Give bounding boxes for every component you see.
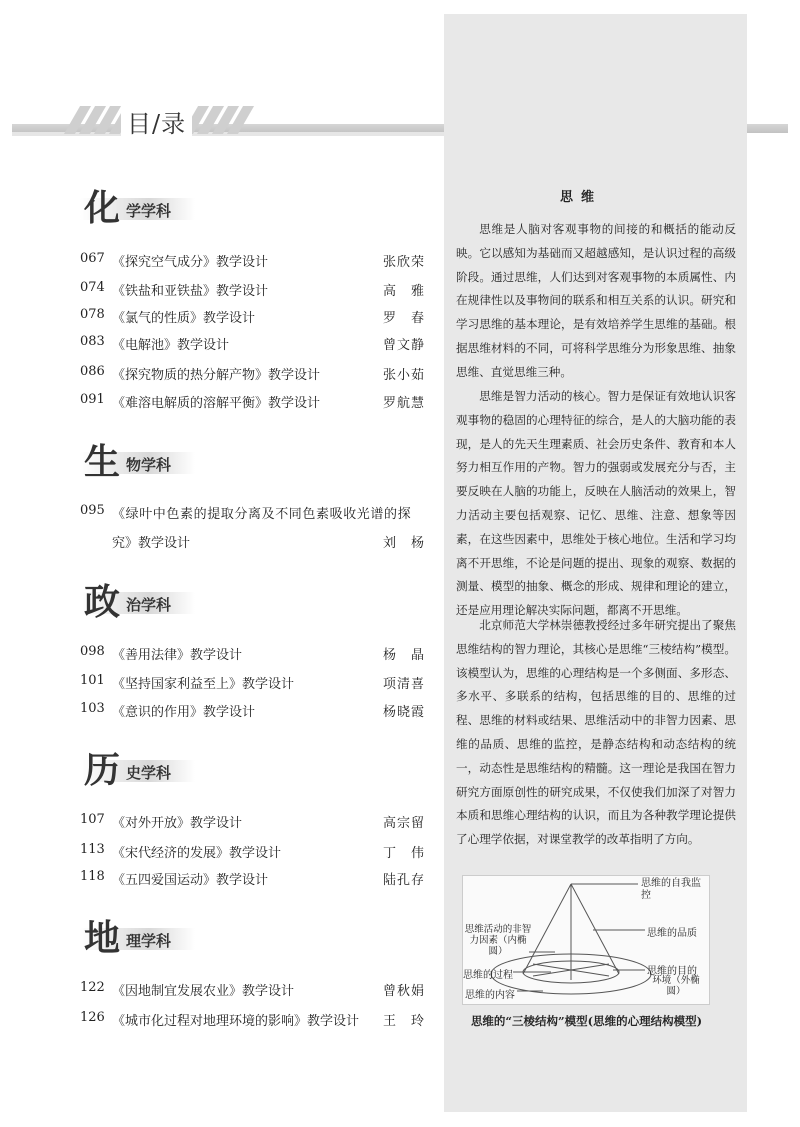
subject-heading-history <box>80 746 195 791</box>
subject-heading-biology <box>80 438 195 483</box>
toc-entry[interactable] <box>80 1010 425 1030</box>
toc-entry[interactable] <box>80 251 425 271</box>
entry-title: 《难溶电解质的溶解平衡》教学设计 <box>112 396 321 411</box>
page-number: 086 <box>80 364 105 379</box>
toc-entry[interactable] <box>80 842 425 862</box>
page-number: 078 <box>80 307 105 322</box>
toc-entry[interactable] <box>80 701 425 721</box>
entry-title: 《坚持国家利益至上》教学设计 <box>112 677 295 692</box>
label-environment: 环境（外椭圆） <box>652 975 700 997</box>
panel-paragraph-1: 思维是人脑对客观事物的间接的和概括的能动反映。它以感知为基础而又超越感知，是认识过程的高级阶段。通过思维，人们达到对客观事物的本质属性、内在规律性以及事物间的联系和相互关系的认识。研究和学习思维的基本理论，是有效培养学生思维的基础。根据思维材料的不同，可将科学思维分为形象思维、抽象思维、直觉思维三种。 <box>456 222 736 379</box>
entry-author: 杨晓霞 <box>382 705 425 720</box>
page-number: 118 <box>80 869 105 884</box>
page-number: 091 <box>80 392 105 407</box>
subject-initial: 历 <box>84 749 121 791</box>
entry-author: 罗 春 <box>382 311 425 326</box>
toc-entry[interactable] <box>80 280 425 300</box>
toc-entry[interactable] <box>80 364 425 384</box>
page-number: 113 <box>80 842 105 857</box>
entry-author: 高 雅 <box>382 284 425 299</box>
toc-entry[interactable] <box>80 673 425 693</box>
label-content: 思维的内容 <box>465 990 515 1001</box>
entry-title: 《宋代经济的发展》教学设计 <box>112 846 282 861</box>
entry-title: 《探究物质的热分解产物》教学设计 <box>112 368 321 383</box>
header-stripes-left <box>72 106 128 134</box>
toc-entry-continued[interactable] <box>80 532 425 552</box>
subject-rest: 治学科 <box>126 596 172 614</box>
entry-title: 《电解池》教学设计 <box>112 338 230 353</box>
thinking-structure-figure <box>462 875 710 1005</box>
subject-initial: 化 <box>84 187 121 229</box>
subject-rest: 物学科 <box>126 456 172 474</box>
entry-author: 陆孔存 <box>382 873 425 888</box>
page-number: 103 <box>80 701 105 716</box>
subject-heading-politics <box>80 578 195 623</box>
label-non-intellectual: 思维活动的非智力因素（内椭圆） <box>464 924 532 957</box>
toc-entry[interactable] <box>80 812 425 832</box>
entry-title: 《意识的作用》教学设计 <box>112 705 256 720</box>
page-number: 126 <box>80 1010 105 1025</box>
toc-entry[interactable] <box>80 334 425 354</box>
entry-author: 项清喜 <box>382 677 425 692</box>
label-process: 思维的过程 <box>463 970 513 981</box>
page-number: 095 <box>80 503 105 518</box>
toc-entry[interactable] <box>80 392 425 412</box>
toc-entry[interactable] <box>80 869 425 889</box>
panel-title: 思维 <box>560 190 603 205</box>
entry-title: 《五四爱国运动》教学设计 <box>112 873 269 888</box>
toc-entry[interactable] <box>80 644 425 664</box>
page-number: 107 <box>80 812 105 827</box>
entry-title: 《绿叶中色素的提取分离及不同色素吸收光谱的探 <box>112 507 412 522</box>
panel-paragraph-3: 北京师范大学林崇德教授经过多年研究提出了聚焦思维结构的智力理论，其核心是思维“三棱结构”模型。该模型认为，思维的心理结构是一个多侧面、多形态、多水平、多联系的结构，包括思维的目的、思维的过程、思维的材料或结果、思维活动中的非智力因素、思维的品质、思维的监控，是静态结构和动态结构的统一，动态性是思维结构的精髓。这一理论是我国在智力研究方面原创性的研究成果，不仅使我们加深了对智力本质和思维心理结构的认识，而且为各种教学理论提供了心理学依据，对课堂教学的改革指明了方向。 <box>456 618 736 847</box>
entry-author: 张欣荣 <box>382 255 425 270</box>
entry-title: 《氯气的性质》教学设计 <box>112 311 256 326</box>
page-title: 目/录 <box>121 104 192 139</box>
entry-title: 《探究空气成分》教学设计 <box>112 255 269 270</box>
subject-rest: 史学科 <box>126 764 172 782</box>
header-stripes-right <box>190 106 246 134</box>
page-number: 083 <box>80 334 105 349</box>
entry-title: 《善用法律》教学设计 <box>112 648 243 663</box>
entry-title-continued: 究》教学设计 <box>112 536 191 551</box>
panel-paragraph-2: 思维是智力活动的核心。智力是保证有效地认识客观事物的稳固的心理特征的综合，是人的大脑功能的表现，是人的先天生理素质、社会历史条件、教育和本人努力相互作用的产物。智力的强弱或发展充分与否，主要反映在人脑的功能上，反映在人脑活动的效果上，智力活动主要包括观察、记忆、思维、注意、想象等因素，在这些因素中，思维处于核心地位。生活和学习均离不开思维，不论是问题的提出、现象的观察、数据的测量、模型的抽象、概念的形成、规律和理论的建立，还是应用理论解决实际问题，都离不开思维。 <box>456 389 736 618</box>
label-self-monitoring: 思维的自我监控 <box>641 878 701 901</box>
label-goal: 思维的目的 <box>647 966 697 977</box>
entry-author: 刘 杨 <box>382 536 425 551</box>
entry-author: 罗航慧 <box>382 396 425 411</box>
entry-author: 王 玲 <box>382 1014 425 1029</box>
figure-caption: 思维的“三棱结构”模型(思维的心理结构模型) <box>470 1014 703 1028</box>
entry-title: 《城市化过程对地理环境的影响》教学设计 <box>112 1014 360 1029</box>
subject-initial: 政 <box>84 581 121 623</box>
page-number: 098 <box>80 644 105 659</box>
page-number: 074 <box>80 280 105 295</box>
page-number: 101 <box>80 673 105 688</box>
entry-author: 杨 晶 <box>382 648 425 663</box>
toc-entry[interactable] <box>80 503 425 523</box>
subject-initial: 地 <box>84 917 121 959</box>
subject-rest: 学学科 <box>126 202 172 220</box>
page-number: 067 <box>80 251 105 266</box>
entry-author: 丁 伟 <box>382 846 425 861</box>
subject-initial: 生 <box>84 441 121 483</box>
page-number: 122 <box>80 980 105 995</box>
toc-entry[interactable] <box>80 307 425 327</box>
toc-entry[interactable] <box>80 980 425 1000</box>
subject-heading-chemistry <box>80 184 195 229</box>
subject-rest: 理学科 <box>126 932 172 950</box>
label-quality: 思维的品质 <box>647 928 697 939</box>
entry-title: 《铁盐和亚铁盐》教学设计 <box>112 284 269 299</box>
entry-author: 张小茹 <box>382 368 425 383</box>
entry-title: 《因地制宜发展农业》教学设计 <box>112 984 295 999</box>
entry-author: 曾文静 <box>382 338 425 353</box>
entry-author: 高宗留 <box>382 816 425 831</box>
subject-heading-geography <box>80 914 195 959</box>
entry-author: 曾秋娟 <box>382 984 425 999</box>
entry-title: 《对外开放》教学设计 <box>112 816 243 831</box>
